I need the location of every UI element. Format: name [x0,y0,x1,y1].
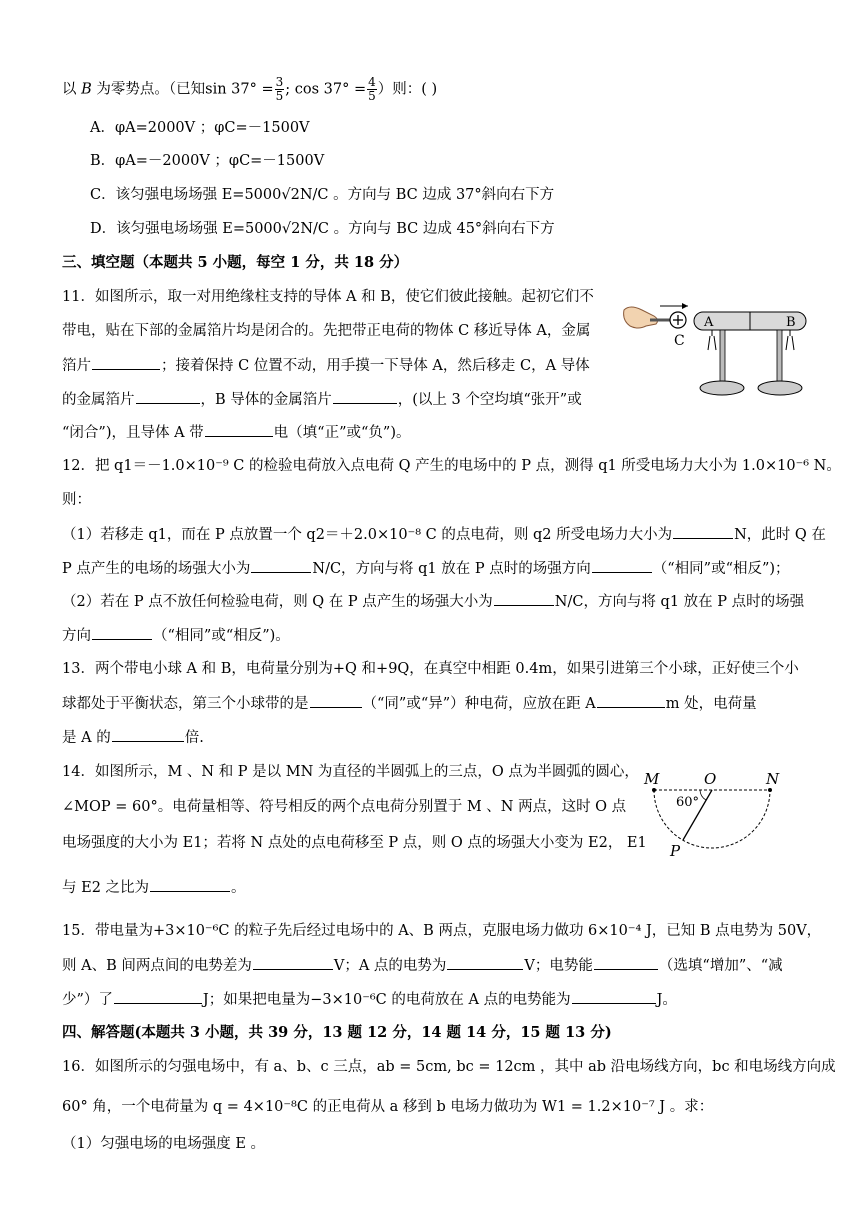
q11-line-2: 带电，贴在下部的金属箔片均是闭合的。先把带正电荷的物体 C 移近导体 A，金属 [62,323,591,339]
label-b: B [786,315,796,330]
q13-line-1: 13．两个带电小球 A 和 B，电荷量分别为+Q 和+9Q，在真空中相距 0.4m，如果引进第三个小球，正好使三个小 [62,661,799,677]
q15-blank-2[interactable] [447,955,523,970]
q12-blank-4[interactable] [494,591,554,606]
q13-blank-3[interactable] [112,727,184,742]
label-n: N [766,770,780,788]
label-o: O [704,770,717,788]
q13-blank-2[interactable] [597,693,665,708]
q11-blank-4[interactable] [205,422,273,437]
q15-line-2: 则 A、B 间两点间的电势差为 V；A 点的电势为 V；电势能 （选填“增加”、“减 [62,955,783,976]
q12-line-1: 12．把 q1＝－1.0×10⁻⁹ C 的检验电荷放入点电荷 Q 产生的电场中的 P 点，测得 q1 所受电场力大小为 1.0×10⁻⁶ N。 [62,458,841,474]
q12-line-5: （2）若在 P 点不放任何检验电荷，则 Q 在 P 点产生的场强大小为 N/C，方向与将 q1 放在 P 点时的场强 [62,591,804,612]
q12-line-3: （1）若移走 q1，而在 P 点放置一个 q2＝＋2.0×10⁻⁸ C 的点电荷，则 q2 所受电场力大小为 N，此时 Q 在 [62,524,826,545]
semicircle-arc [654,790,770,848]
q11-line-4: 的金属箔片 ，B 导体的金属箔片 ，(以上 3 个空均填“张开”或 [62,389,582,410]
q11-blank-3[interactable] [333,389,397,404]
q12-blank-3[interactable] [592,558,652,573]
label-m: M [644,770,660,788]
option-b: B．φA=－2000V ；φC=－1500V [90,153,325,169]
q14-line-2: ∠MOP = 60°。电荷量相等、符号相反的两个点电荷分别置于 M 、N 两点，这时 O 点 [62,799,627,815]
intro-tail: ）则：( ) [377,81,438,98]
point-b: B [81,81,92,98]
q12-blank-1[interactable] [673,524,733,539]
q15-blank-3[interactable] [594,955,658,970]
cos-fraction: $\frac{4}{5}$ [368,75,376,103]
intro-text-2: 为零势点。（已知 [91,81,206,98]
option-d: D．该匀强电场场强 E=5000√2N/C 。方向与 BC 边成 45°斜向右下方 [90,221,555,237]
charge-c-icon [660,303,688,328]
hand-icon [624,307,670,328]
q15-blank-1[interactable] [253,955,333,970]
q15-line-1: 15．带电量为+3×10⁻⁶C 的粒子先后经过电场中的 A、B 两点，克服电场力做功 6×10⁻⁴ J，已知 B 点电势为 50V， [62,923,822,939]
q15-blank-5[interactable] [572,989,656,1004]
conductor-figure [620,296,820,400]
q12-line-2: 则： [62,492,91,508]
q12-line-6: 方向 （“相同”或“相反”)。 [62,625,290,646]
option-a: A．φA=2000V ；φC=－1500V [90,120,310,136]
q12-line-4: P 点产生的电场的场强大小为 N/C，方向与将 q1 放在 P 点时的场强方向 （“相同”或“相反”)； [62,558,790,579]
q11-line-1: 11．如图所示，取一对用绝缘柱支持的导体 A 和 B，使它们彼此接触。起初它们不 [62,289,594,305]
option-c: C．该匀强电场场强 E=5000√2N/C 。方向与 BC 边成 37°斜向右下方 [90,187,555,203]
sin-label: sin 37° = [205,81,274,98]
q11-line-3: 箔片 ；接着保持 C 位置不动，用手摸一下导体 A，然后移走 C，A 导体 [62,355,590,376]
intro-line [62,76,437,103]
q14-line-1: 14．如图所示，M 、N 和 P 是以 MN 为直径的半圆弧上的三点，O 点为半圆弧的圆心， [62,764,639,780]
label-a: A [704,315,714,330]
q16-line-1: 16．如图所示的匀强电场中，有 a、b、c 三点，ab = 5cm, bc = 12cm ，其中 ab 沿电场线方向，bc 和电场线方向成 [62,1059,836,1075]
q15-blank-4[interactable] [114,989,202,1004]
section-3-title: 三、填空题（本题共 5 小题，每空 1 分，共 18 分） [62,254,409,271]
q14-line-3: 电场强度的大小为 E1；若将 N 点处的点电荷移至 P 点，则 O 点的场强大小变为 E2， E1 [62,835,647,851]
q13-blank-1[interactable] [310,693,362,708]
angle-label: 60° [676,795,700,810]
q13-line-2: 球都处于平衡状态，第三个小球带的是 （“同”或“异”）种电荷，应放在距 A m 处，电荷量 [62,693,757,714]
q11-blank-2[interactable] [136,389,200,404]
q14-blank-1[interactable] [150,877,230,892]
sin-fraction: $\frac{3}{5}$ [275,75,284,103]
q15-line-3: 少”）了 J；如果把电量为−3×10⁻⁶C 的电荷放在 A 点的电势能为 J。 [62,989,677,1010]
q11-blank-1[interactable] [92,355,160,370]
intro-text-1: 以 [62,81,82,98]
label-p: P [670,842,681,860]
section-4-title: 四、解答题(本题共 3 小题，共 39 分，13 题 12 分，14 题 14 分，15 题 13 分) [62,1024,612,1041]
semicircle-figure [640,764,790,860]
q16-line-3: （1）匀强电场的电场强度 E 。 [62,1136,266,1152]
q12-blank-5[interactable] [92,625,152,640]
q14-line-4: 与 E2 之比为 。 [62,877,246,898]
q13-line-3: 是 A 的 倍. [62,727,204,748]
q12-blank-2[interactable] [251,558,311,573]
q11-line-5: “闭合”)，且导体 A 带 电（填“正”或“负”)。 [62,422,410,443]
cos-label: ; cos 37° = [285,81,367,98]
q16-line-2: 60° 角，一个电荷量为 q = 4×10⁻⁸C 的正电荷从 a 移到 b 电场力做功为 W1 = 1.2×10⁻⁷ J 。求： [62,1099,714,1115]
label-c: C [674,333,685,349]
